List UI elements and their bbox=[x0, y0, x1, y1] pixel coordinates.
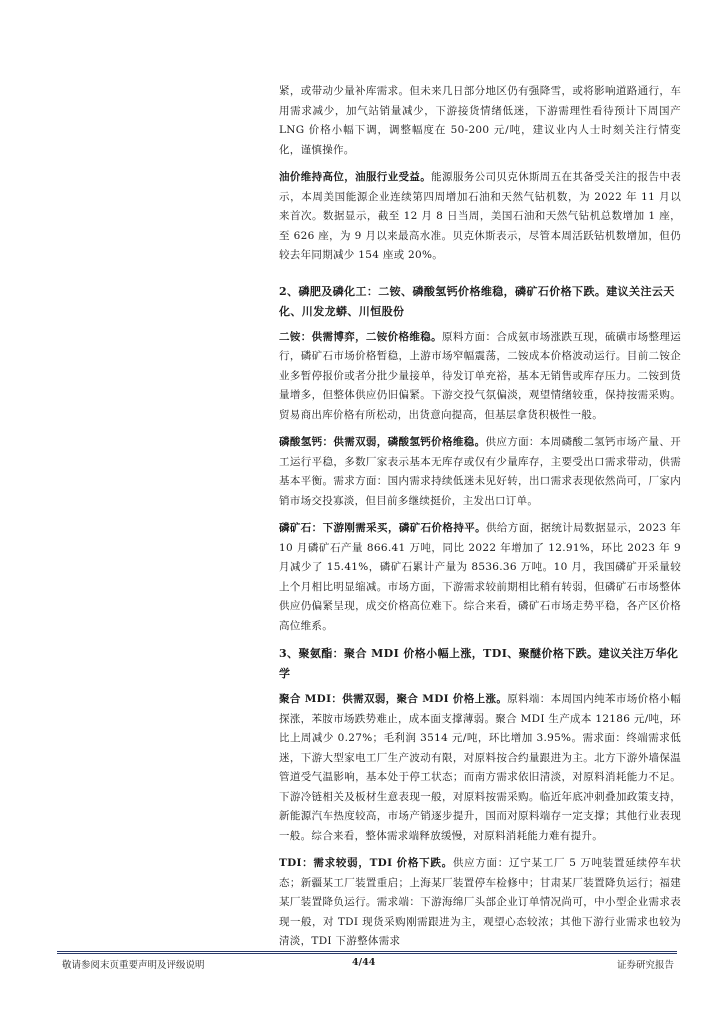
footer-disclaimer: 敬请参阅末页重要声明及评级说明 bbox=[62, 960, 205, 971]
paragraph-dcp-lead: 磷酸氢钙：供需双弱，磷酸氢钙价格维稳。 bbox=[279, 436, 486, 448]
paragraph-lng bbox=[279, 82, 681, 160]
paragraph-oil-text: 能源服务公司贝克休斯周五在其备受关注的报告中表示，本周美国能源企业连续第四周增加石油和天然气钻机数，为 2022 年 11 月以来首次。数据显示，截至 12 月 8 日当周，美国石油和天然气钻机总数增加 1 座，至 626 座，为 9 月以来最高水准。贝克休斯表示，尽管本周活跃钻机数增加，但仍较去年同期减少 154 座或 20%。 bbox=[279, 171, 682, 261]
paragraph-rock-text: 供给方面，据统计局数据显示，2023 年 10 月磷矿石产量 866.41 万吨，同比 2022 年增加了 12.91%，环比 2023 年 9 月减少了 15.41%，磷矿石累计产量为 8536.36 万吨。10 月，我国磷矿开采量较上个月相比明显缩减。市场方面，下游需求较前期相比稍有转弱，但磷矿石市场整体供应仍偏紧呈现，成交价格高位难下。综合来看，磷矿石市场走势平稳，各产区价格高位维系。 bbox=[279, 522, 682, 632]
paragraph-rock bbox=[279, 519, 681, 636]
footer-divider bbox=[57, 951, 677, 952]
paragraph-tdi-text: 供应方面：辽宁某工厂 5 万吨装置延续停车状态；新疆某工厂装置重启；上海某厂装置停车检修中；甘肃某厂装置降负运行；福建某厂装置降负运行。需求端：下游海绵厂头部企业订单情况尚可，中小型企业需求表现一般，对 TDI 现货采购刚需跟进为主，观望心态较浓；其他下游行业需求也较为清淡，TDI 下游整体需求 bbox=[279, 857, 681, 947]
paragraph-tdi bbox=[279, 854, 681, 952]
paragraph-mdi bbox=[279, 690, 681, 846]
page-number: 4/44 bbox=[352, 957, 376, 968]
paragraph-mdi-text: 原料端：本周国内纯苯市场价格小幅探涨，苯胺市场跌势难止，成本面支撑薄弱。聚合 MDI 生产成本 12186 元/吨，环比上周减少 0.27%；毛利润 3514 元/吨，环比增加 3.95%。需求面：终端需求低迷，下游大型家电工厂生产波动有限，对原料按合约量跟进为主。北方下游外墙保温管道受气温影响，基本处于停工状态；而南方需求依旧清淡，对原料消耗能力不足。下游冷链相关及板材生意表现一般，对原料按需采购。临近年底冲刺叠加政策支持，新能源汽车热度较高，市场产销逐步提升，国而对原料端存一定支撑；其他行业表现一般。综合来看，整体需求端释放缓慢，对原料消耗能力难有提升。 bbox=[279, 693, 681, 842]
paragraph-dap bbox=[279, 328, 681, 426]
report-type: 证券研究报告 bbox=[616, 960, 674, 971]
paragraph-dcp-text: 供应方面：本周磷酸二氢钙市场产量、开工运行平稳，多数厂家表示基本无库存或仅有少量库存，主要受出口需求带动，供需基本平衡。需求方面：国内需求持续低迷未见好转，出口需求表现依然尚可，厂家内销市场交投寡淡，但目前多继续挺价，主发出口订单。 bbox=[279, 436, 681, 507]
paragraph-tdi-lead: TDI：需求较弱，TDI 价格下跌。 bbox=[279, 857, 453, 869]
paragraph-mdi-lead: 聚合 MDI：供需双弱，聚合 MDI 价格上涨。 bbox=[279, 693, 508, 705]
section-heading-phosphate: 2、磷肥及磷化工：二铵、磷酸氢钙价格维稳，磷矿石价格下跌。建议关注云天化、川发龙蟒、川恒股份 bbox=[279, 284, 675, 318]
paragraph-lng-text: 紧，或带动少量补库需求。但未来几日部分地区仍有强降雪，或将影响道路通行，车用需求减少，加气站销量减少，下游接货情绪低迷，下游需理性看待预计下周国产 LNG 价格小幅下调，调整幅度在 50-200 元/吨，建议业内人士时刻关注行情变化，谨慎操作。 bbox=[279, 85, 681, 156]
paragraph-dcp bbox=[279, 433, 681, 511]
footer-divider-thin bbox=[57, 953, 677, 954]
paragraph-dap-lead: 二铵：供需博弈，二铵价格维稳。 bbox=[279, 330, 442, 343]
section-heading-polyurethane: 3、聚氨酯：聚合 MDI 价格小幅上涨，TDI、聚醚价格下跌。建议关注万华化学 bbox=[279, 647, 679, 680]
paragraph-rock-lead: 磷矿石：下游刚需采买，磷矿石价格持平。 bbox=[279, 522, 487, 534]
paragraph-oil-lead: 油价维持高位，油服行业受益。 bbox=[279, 171, 432, 183]
paragraph-oil bbox=[279, 168, 681, 266]
main-content bbox=[279, 82, 681, 960]
paragraph-dap-text: 原料方面：合成氨市场涨跌互现，硫磺市场整理运行，磷矿石市场价格暂稳，上游市场窄幅震荡，二铵成本价格波动运行。目前二铵企业多暂停报价或者分批少量接单，待发订单充裕，基本无销售或库存压力。二铵到货量增多，但整体供应仍旧偏紧。下游交投气氛偏淡，观望情绪较重，保持按需采购。贸易商出库价格有所松动，出货意向提高，但基层拿货积极性一般。 bbox=[279, 330, 681, 421]
